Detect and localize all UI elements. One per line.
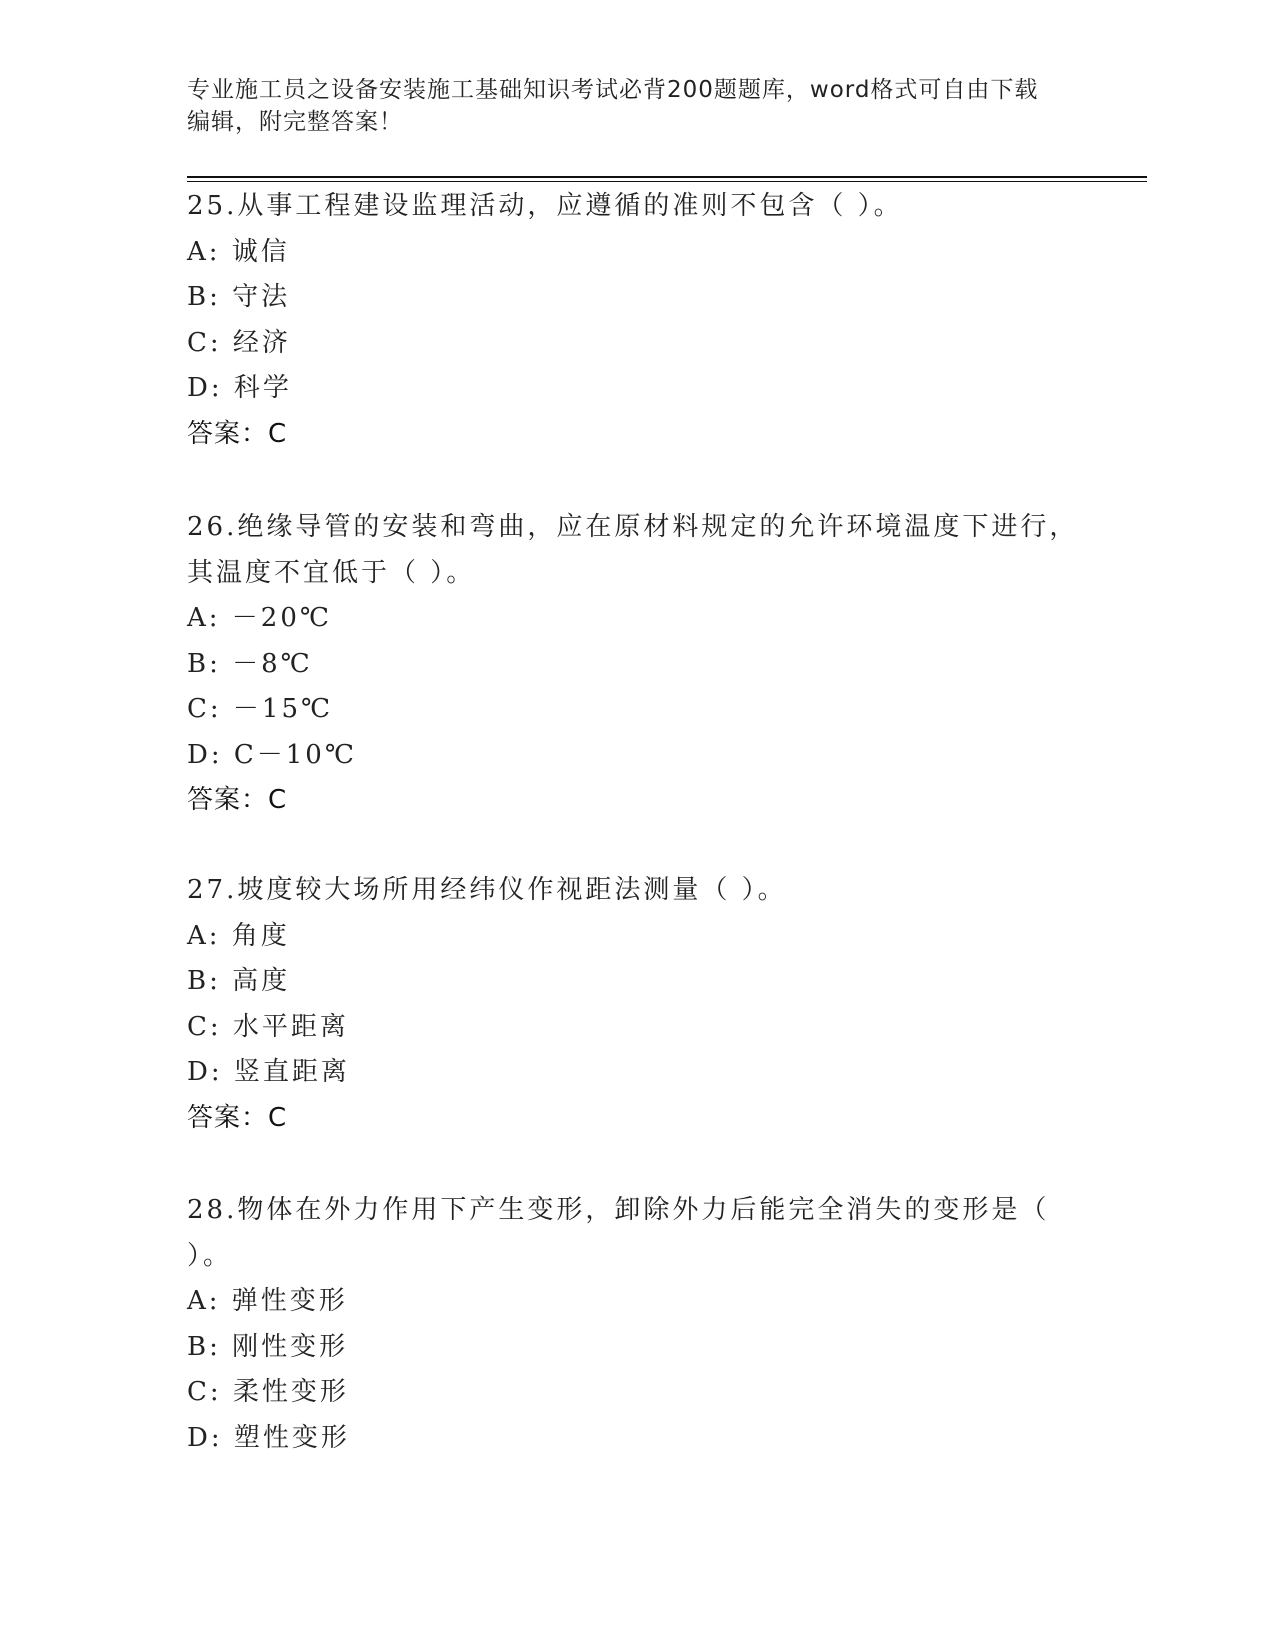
question-28 <box>187 1188 1087 1461</box>
question-stem-line-2: ）。 <box>187 1240 233 1271</box>
question-27 <box>187 868 1087 1141</box>
question-25 <box>187 184 1087 457</box>
header-title-line-2: 编辑，附完整答案！ <box>187 109 403 135</box>
option-b: B: 高度 <box>187 966 291 996</box>
option-b: B: 刚性变形 <box>187 1331 349 1362</box>
question-stem-line-1: 26.绝缘导管的安装和弯曲，应在原材料规定的允许环境温度下进行， <box>187 512 1079 542</box>
document-header <box>187 74 1087 138</box>
option-d: D: 竖直距离 <box>187 1057 350 1087</box>
option-a: A: －20℃ <box>187 603 332 633</box>
header-divider-thick <box>187 176 1147 178</box>
option-b: B: 守法 <box>187 282 291 312</box>
answer: 答案：C <box>187 418 288 449</box>
option-d: D: 塑性变形 <box>187 1422 350 1453</box>
question-stem: 25.从事工程建设监理活动，应遵循的准则不包含（ ）。 <box>187 191 903 221</box>
option-c: C: 经济 <box>187 327 291 358</box>
header-title-line-1: 专业施工员之设备安装施工基础知识考试必背200题题库，word格式可自由下载 <box>187 77 1039 103</box>
option-d: D: 科学 <box>187 373 292 403</box>
option-c: C: 水平距离 <box>187 1011 349 1042</box>
answer: 答案：C <box>187 1102 288 1133</box>
question-stem-line-1: 28.物体在外力作用下产生变形，卸除外力后能完全消失的变形是（ <box>187 1195 1050 1225</box>
option-a: A: 角度 <box>187 920 290 951</box>
answer: 答案：C <box>187 785 288 815</box>
option-c: C: －15℃ <box>187 694 334 724</box>
option-a: A: 诚信 <box>187 236 290 267</box>
question-stem: 27.坡度较大场所用经纬仪作视距法测量（ ）。 <box>187 875 787 905</box>
header-divider-thin <box>187 181 1147 182</box>
option-b: B: －8℃ <box>187 648 313 679</box>
option-d: D: C－10℃ <box>187 739 357 770</box>
option-a: A: 弹性变形 <box>187 1286 348 1316</box>
question-26 <box>187 505 1087 824</box>
option-c: C: 柔性变形 <box>187 1377 349 1407</box>
question-stem-line-2: 其温度不宜低于（ ）。 <box>187 557 476 588</box>
